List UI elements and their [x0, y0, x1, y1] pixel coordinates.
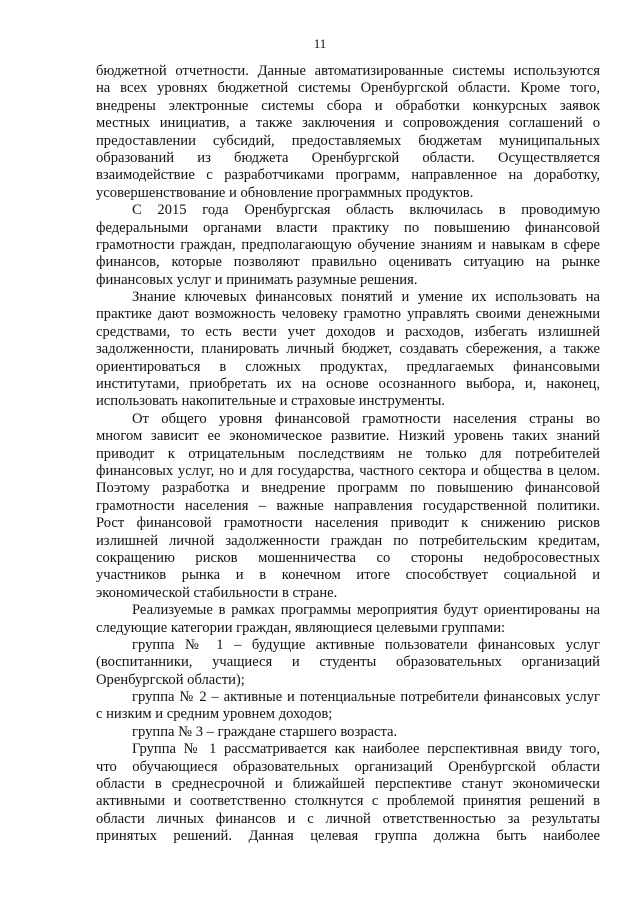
text-line: местных инициатив, а также заключения и сопровождения соглашений о: [96, 115, 600, 132]
text-line: излишней личной задолженности граждан по потребительским кредитам,: [96, 532, 600, 549]
text-line: бюджетной отчетности. Данные автоматизированные системы используются: [96, 63, 600, 79]
text-line: Реализуемые в рамках программы мероприятия будут ориентированы на: [132, 602, 600, 619]
text-line: грамотности населения – важные направления государственной политики.: [96, 497, 600, 514]
text-line: группа № 1 – будущие активные пользователи финансовых услуг: [132, 636, 600, 653]
text-line: следующие категории граждан, являющиеся целевыми группами:: [96, 619, 506, 636]
text-line: Группа № 1 рассматривается как наиболее перспективная ввиду того,: [132, 741, 600, 758]
text-line: От общего уровня финансовой грамотности населения страны во: [132, 410, 600, 427]
text-line: практике дают возможность человеку грамотно управлять своими денежными: [96, 306, 600, 323]
text-line: (воспитанники, учащиеся и студенты образовательных организаций: [96, 654, 600, 671]
text-line: федеральными органами власти практику по повышению финансовой: [96, 219, 600, 236]
text-line: средствами, то есть вести учет доходов и расходов, избегать излишней: [96, 323, 600, 340]
text-line: задолженности, планировать личный бюджет, создавать сбережения, а также: [96, 341, 600, 358]
text-line: активными и соответственно столкнутся с проблемой принятия решений в: [96, 793, 600, 810]
text-line: сокращению рисков мошенничества со стороны недобросовестных: [96, 549, 600, 566]
text-line: Оренбургской области);: [96, 671, 245, 688]
text-line: многом зависит ее экономическое развитие. Низкий уровень таких знаний: [96, 428, 600, 445]
text-line: грамотности граждан, предполагающую обучение знаниям и навыкам в сфере: [96, 236, 600, 253]
text-line: использовать накопительные и страховые инструменты.: [96, 393, 446, 410]
text-line: образований из бюджета Оренбургской области. Осуществляется: [96, 149, 600, 166]
text-line: институтами, приобретать их на основе осознанного выбора, и, наконец,: [96, 376, 600, 393]
text-line: участников рынка и в конечном итоге способствует социальной и: [96, 567, 600, 584]
text-line: усовершенствование и обновление программных продуктов.: [96, 184, 474, 201]
text-line: предоставлении субсидий, предоставляемых бюджетам муниципальных: [96, 132, 600, 149]
text-line: что обучающиеся образовательных организаций Оренбургской области: [96, 758, 600, 775]
document-body: [96, 63, 600, 846]
text-line: на всех уровнях бюджетной системы Оренбургской области. Кроме того,: [96, 80, 600, 97]
text-line: Рост финансовой грамотности населения приводит к снижению рисков: [96, 515, 600, 532]
text-line: Знание ключевых финансовых понятий и умение их использовать на: [132, 289, 600, 306]
text-line: взаимодействие с разработчиками программ, направленное на доработку,: [96, 167, 600, 184]
text-line: финансов, которые позволяют правильно оценивать ситуацию на рынке: [96, 254, 600, 271]
text-line: Поэтому разработка и внедрение программ по повышению финансовой: [96, 480, 600, 497]
text-line: приводит к отрицательным последствиям не только для потребителей: [96, 445, 600, 462]
text-line: финансовых услуг и принимать разумные решения.: [96, 271, 418, 288]
text-line: группа № 2 – активные и потенциальные потребители финансовых услуг: [132, 689, 600, 706]
text-line: финансовых услуг, но и для государства, частного сектора и общества в целом.: [96, 462, 600, 479]
text-line: ориентироваться в сложных продуктах, предлагаемых финансовыми: [96, 358, 600, 375]
text-line: экономической стабильности в стране.: [96, 584, 338, 601]
text-line: С 2015 года Оренбургская область включилась в проводимую: [132, 202, 600, 219]
page-number: 11: [313, 36, 327, 51]
text-line: принятых решений. Данная целевая группа должна быть наиболее: [96, 828, 600, 845]
text-line: группа № 3 – граждане старшего возраста.: [132, 723, 398, 740]
text-line: области в среднесрочной и ближайшей перспективе станут экономически: [96, 776, 600, 793]
text-line: с низким и средним уровнем доходов;: [96, 706, 333, 723]
text-line: области личных финансов и с личной ответственностью за результаты: [96, 810, 600, 827]
text-line: внедрены электронные системы сбора и обработки конкурсных заявок: [96, 97, 600, 114]
